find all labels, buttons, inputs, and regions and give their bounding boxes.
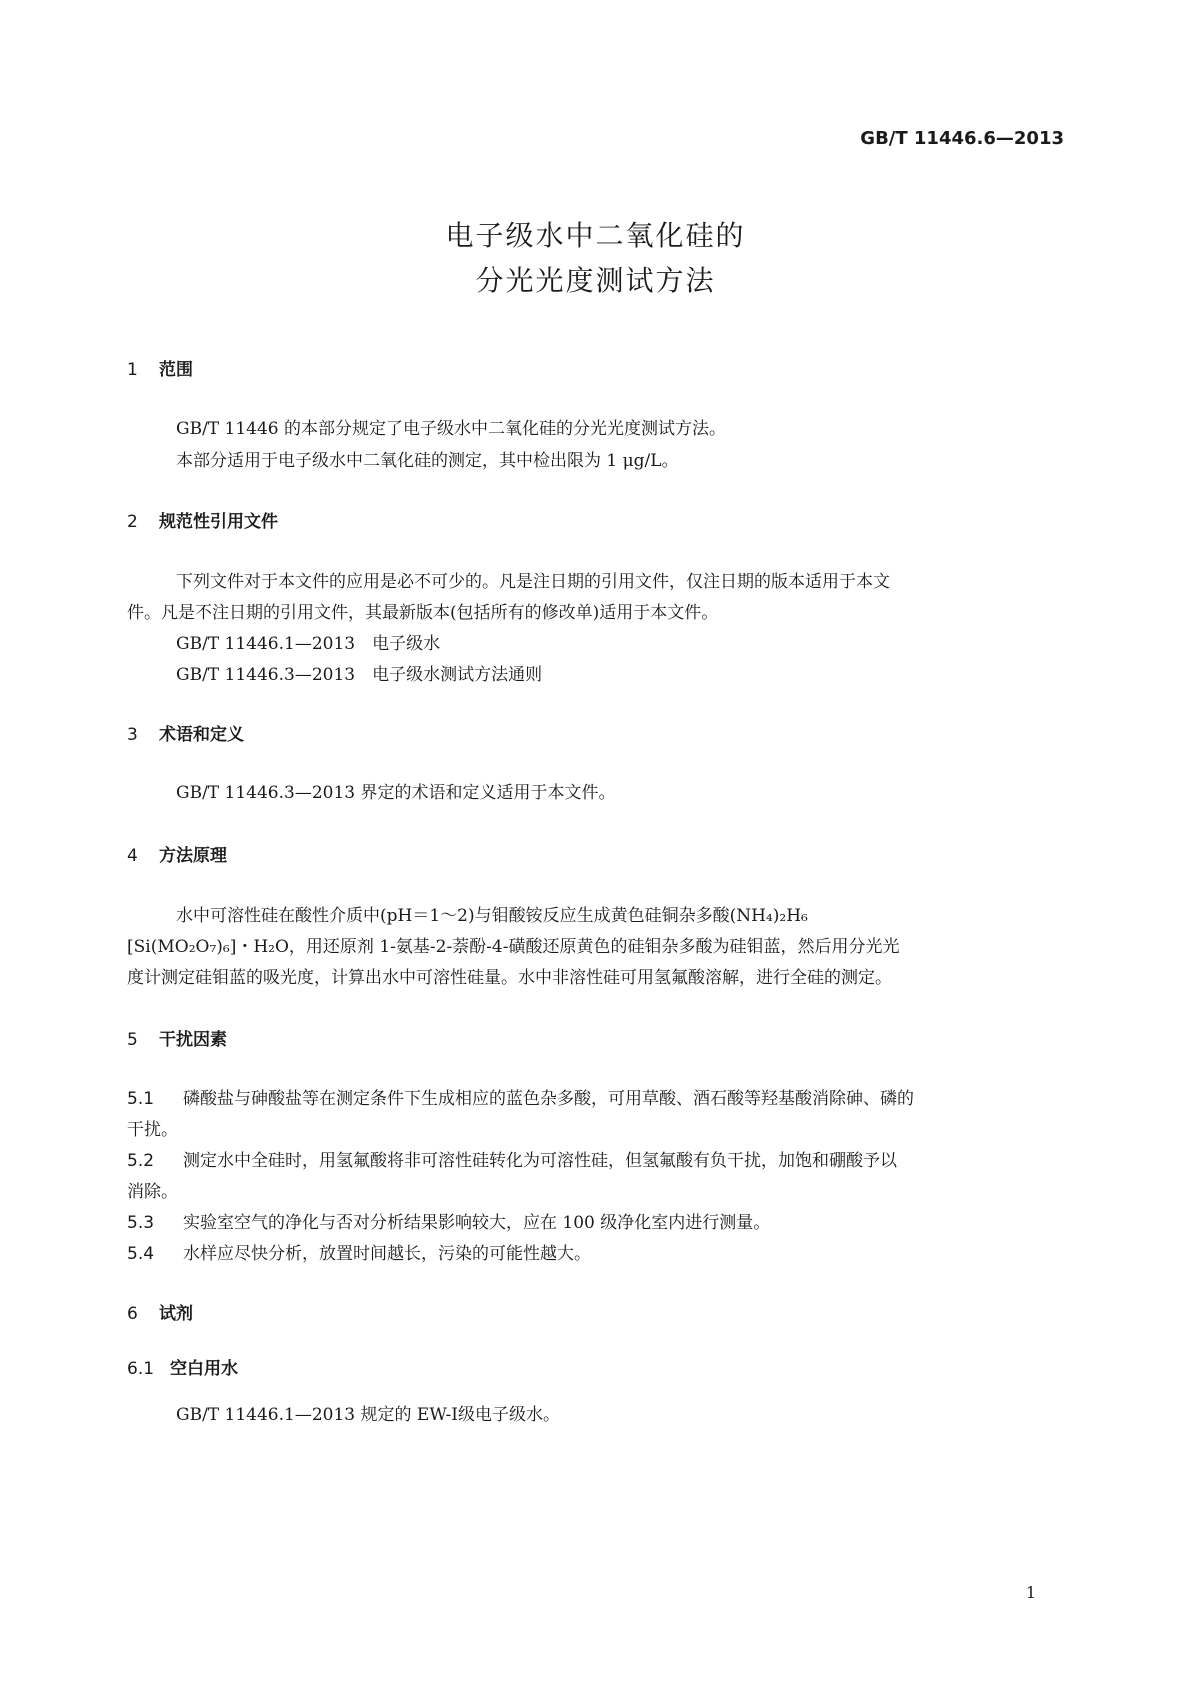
section-title: 方法原理 [159, 846, 227, 866]
clause-text: 磷酸盐与砷酸盐等在测定条件下生成相应的蓝色杂多酸，可用草酸、酒石酸等羟基酸消除砷、磷的 [183, 1089, 914, 1109]
section-number: 3 [127, 725, 138, 745]
section-number: 6 [127, 1304, 138, 1324]
section-number: 5 [127, 1030, 138, 1050]
paragraph: [Si(MO₂O₇)₆]・H₂O，用还原剂 1-氨基-2-萘酚-4-磺酸还原黄色的硅钼杂多酸为硅钼蓝，然后用分光光 [127, 937, 900, 957]
clause-5-3 [127, 1208, 770, 1233]
section-number: 1 [127, 360, 138, 380]
section-4-heading [127, 841, 227, 866]
clause-number: 5.4 [127, 1244, 155, 1264]
document-title-line-2: 分光光度测试方法 [475, 264, 716, 297]
clause-text-continued: 消除。 [127, 1182, 178, 1202]
section-title: 术语和定义 [159, 725, 244, 745]
section-2-heading [127, 507, 278, 532]
clause-text: 实验室空气的净化与否对分析结果影响较大，应在 100 级净化室内进行测量。 [183, 1213, 771, 1233]
section-3-heading [127, 720, 244, 745]
clause-number: 5.3 [127, 1213, 155, 1233]
clause-5-1 [127, 1084, 914, 1109]
document-title-line-1: 电子级水中二氧化硅的 [445, 219, 746, 252]
paragraph: GB/T 11446.1—2013 规定的 EW-Ⅰ级电子级水。 [176, 1405, 561, 1425]
section-title: 干扰因素 [159, 1030, 227, 1050]
section-6-heading [127, 1299, 193, 1324]
clause-text-continued: 干扰。 [127, 1120, 178, 1140]
paragraph: 下列文件对于本文件的应用是必不可少的。凡是注日期的引用文件，仅注日期的版本适用于本文 [176, 572, 890, 592]
subsection-title: 空白用水 [170, 1359, 238, 1379]
section-title: 范围 [159, 360, 193, 380]
clause-text: 水样应尽快分析，放置时间越长，污染的可能性越大。 [183, 1244, 591, 1264]
section-number: 4 [127, 846, 138, 866]
section-title: 试剂 [159, 1304, 193, 1324]
paragraph: 件。凡是不注日期的引用文件，其最新版本(包括所有的修改单)适用于本文件。 [127, 603, 719, 623]
clause-number: 5.1 [127, 1089, 155, 1109]
clause-5-2 [127, 1146, 897, 1171]
subsection-6-1-heading [127, 1354, 238, 1379]
clause-text: 测定水中全硅时，用氢氟酸将非可溶性硅转化为可溶性硅，但氢氟酸有负干扰，加饱和硼酸予以 [183, 1151, 897, 1171]
paragraph: GB/T 11446 的本部分规定了电子级水中二氧化硅的分光光度测试方法。 [176, 419, 727, 439]
paragraph: 本部分适用于电子级水中二氧化硅的测定，其中检出限为 1 μg/L。 [176, 451, 679, 471]
page-number: 1 [1025, 1583, 1036, 1602]
paragraph: 度计测定硅钼蓝的吸光度，计算出水中可溶性硅量。水中非溶性硅可用氢氟酸溶解，进行全硅的测定。 [127, 968, 892, 988]
section-5-heading [127, 1025, 227, 1050]
reference-item: GB/T 11446.3—2013 电子级水测试方法通则 [176, 665, 543, 685]
subsection-number: 6.1 [127, 1359, 155, 1379]
clause-5-4 [127, 1239, 591, 1264]
section-title: 规范性引用文件 [159, 512, 278, 532]
paragraph: GB/T 11446.3—2013 界定的术语和定义适用于本文件。 [176, 783, 616, 803]
reference-item: GB/T 11446.1—2013 电子级水 [176, 634, 441, 654]
section-number: 2 [127, 512, 138, 532]
paragraph: 水中可溶性硅在酸性介质中(pH＝1～2)与钼酸铵反应生成黄色硅铜杂多酸(NH₄)₂H₆ [176, 906, 808, 926]
standard-number: GB/T 11446.6—2013 [860, 128, 1064, 149]
section-1-heading [127, 355, 193, 380]
clause-number: 5.2 [127, 1151, 155, 1171]
